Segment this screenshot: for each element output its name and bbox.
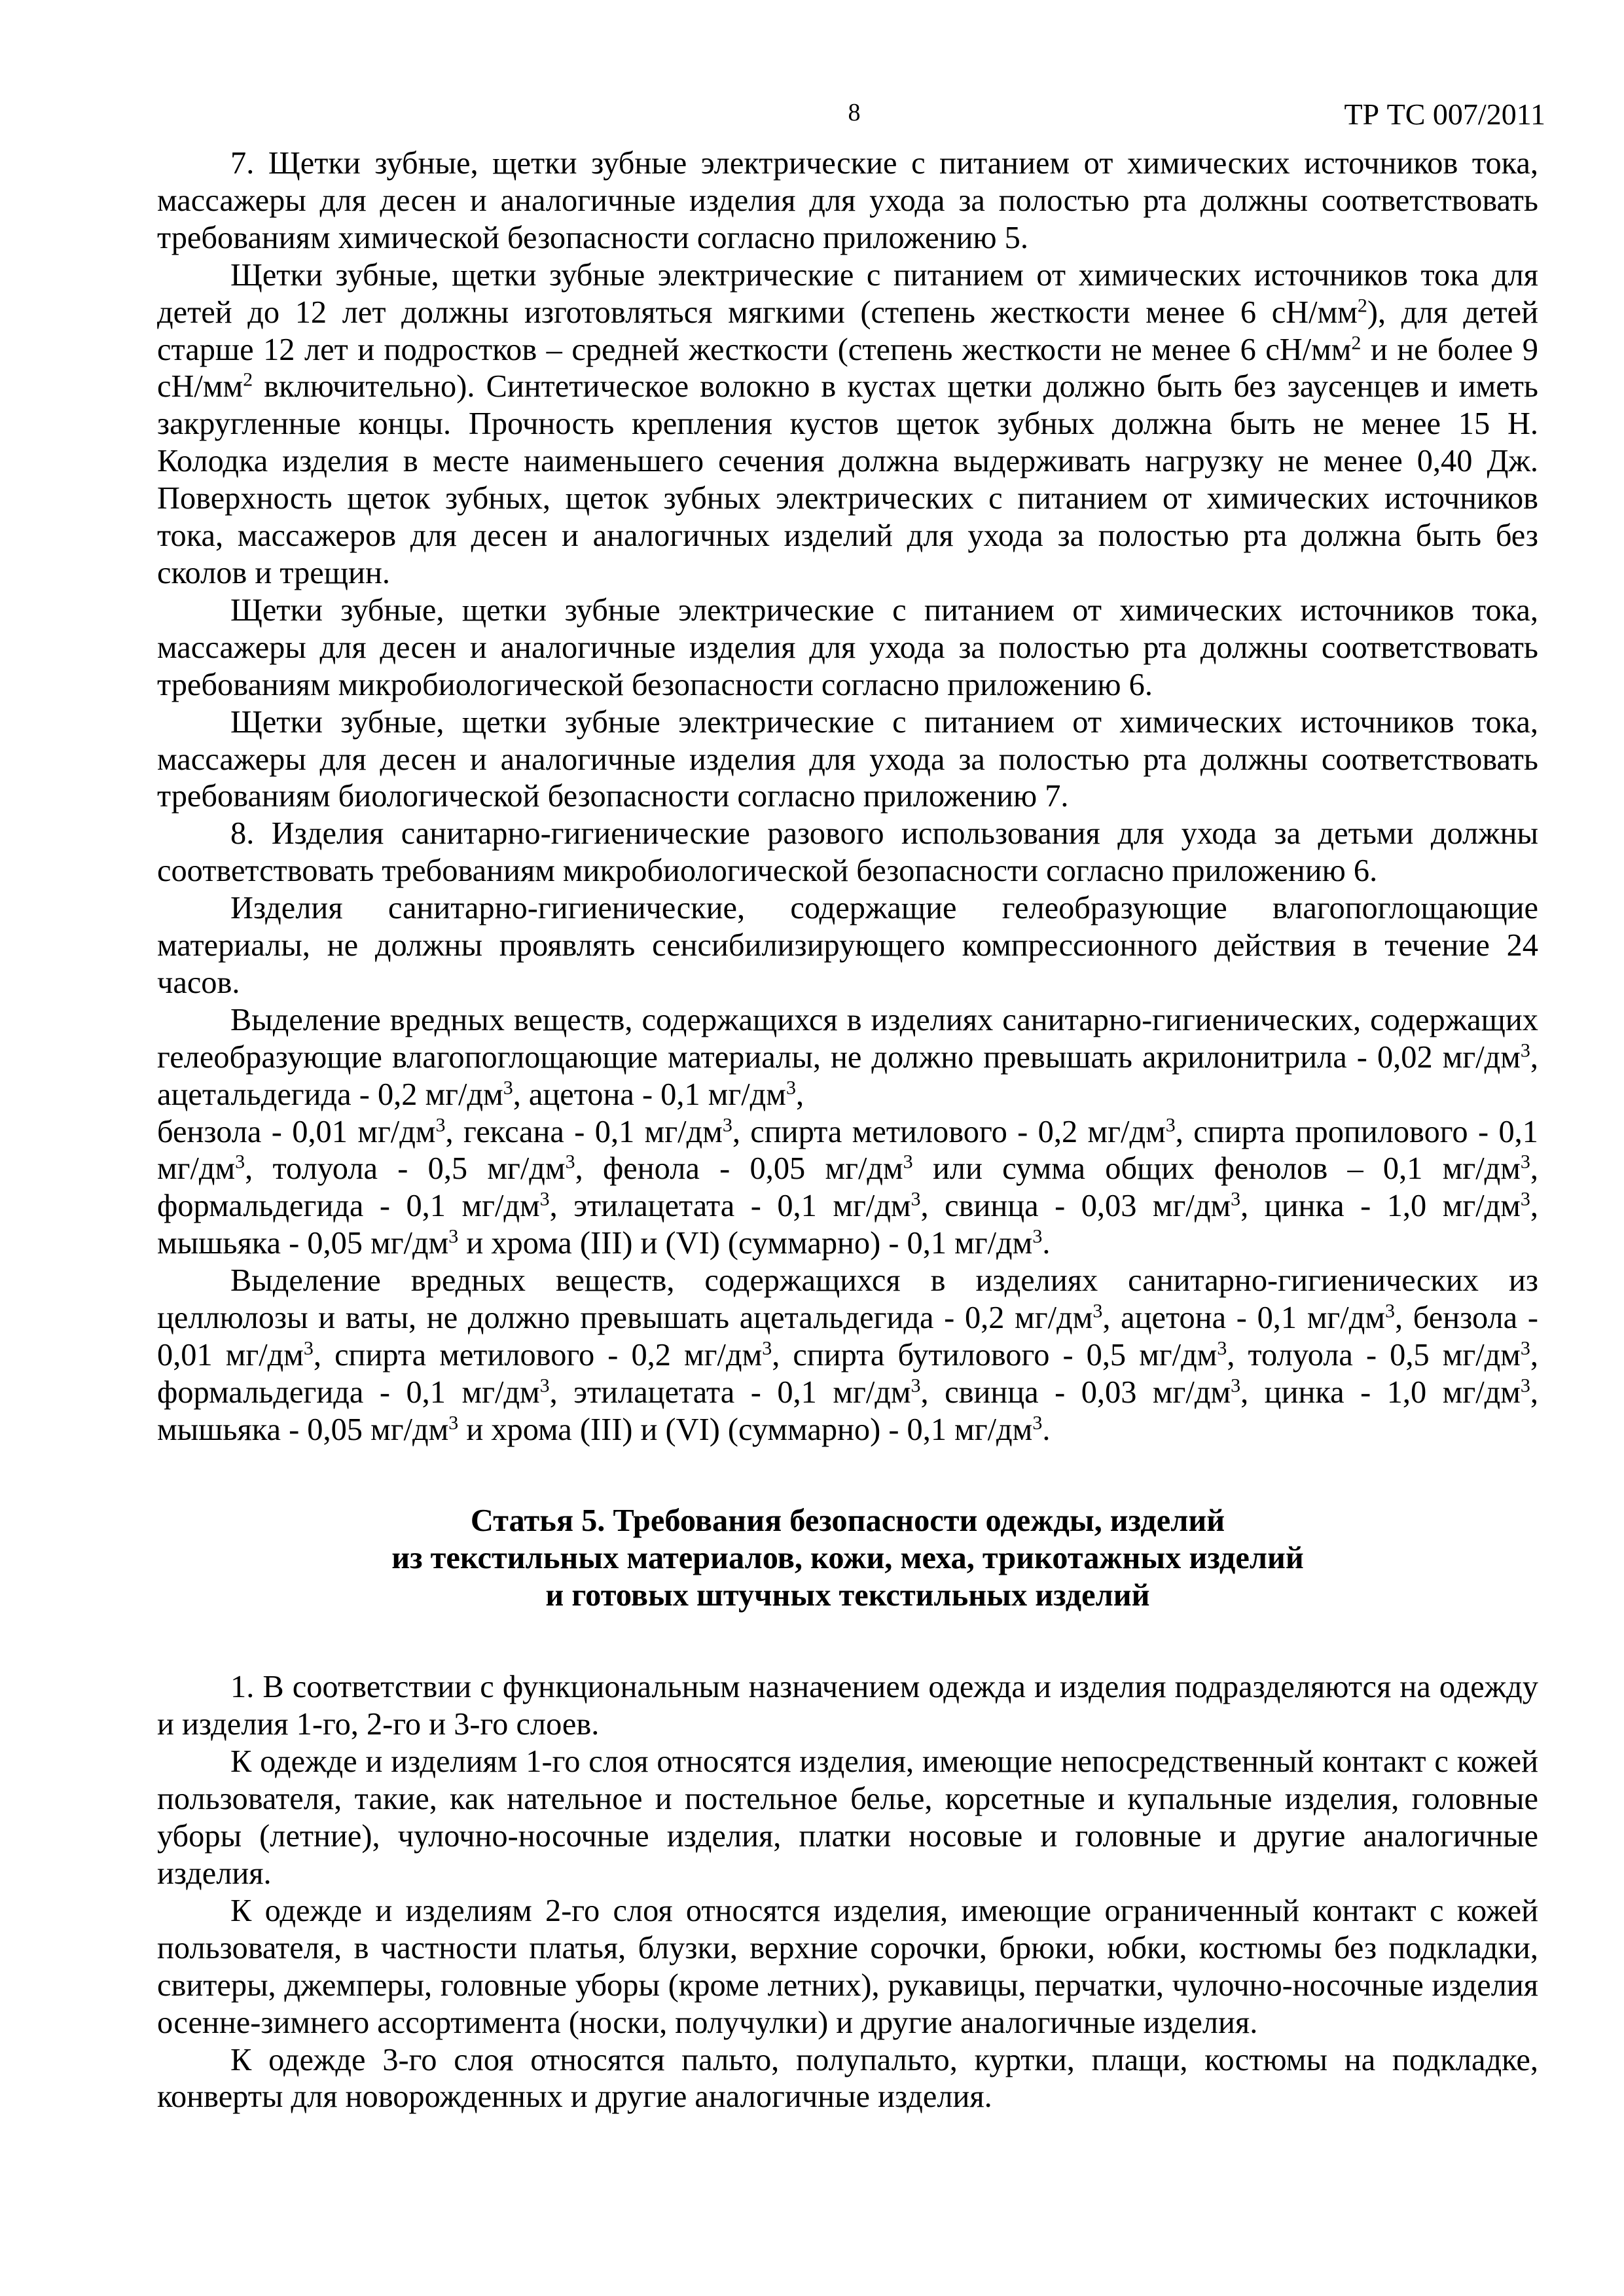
page-number: 8 [848, 99, 861, 126]
paragraph-sanitary-products: 8. Изделия санитарно-гигиенические разового использования для ухода за детьми должны соответствовать требованиям микробиологической безопасности согласно приложению 6. [157, 816, 1538, 889]
article-heading-line-2: из текстильных материалов, кожи, меха, трикотажных изделий [391, 1540, 1304, 1575]
paragraph-harmful-substances-cellulose: Выделение вредных веществ, содержащихся в изделиях санитарно-гигиенических из целлюлозы и ваты, не должно превышать ацетальдегида - 0,2 $мг/дм^3$, ацетона - 0,1 $мг/дм^3$, бензола - 0,01 $мг/дм^3$, спирта метилового - 0,2 $мг/дм^3$, спирта бутилового - 0,5 $мг/дм^3$, толуола - 0,5 $мг/дм^3$, формальдегида - 0,1 $мг/дм^3$, этилацетата - 0,1 $мг/дм^3$, свинца - 0,03 $мг/дм^3$, цинка - 1,0 $мг/дм^3$, мышьяка - 0,05 $мг/дм^3$ и хрома (III) и (VI) (суммарно) - 0,1 $мг/дм^3$. [157, 1263, 1538, 1447]
paragraph-toothbrush-chemical: 7. Щетки зубные, щетки зубные электрические с питанием от химических источников тока, массажеры для десен и аналогичные изделия для ухода за полостью рта должны соответствовать требованиям химической безопасности согласно приложению 5. [157, 146, 1538, 255]
paragraph-gel-materials: Изделия санитарно-гигиенические, содержащие гелеобразующие влагопоглощающие материалы, не должны проявлять сенсибилизирующего компрессионного действия в течение 24 часов. [157, 891, 1538, 1000]
paragraph-harmful-substances-gel: Выделение вредных веществ, содержащихся в изделиях санитарно-гигиенических, содержащих гелеобразующие влагопоглощающие материалы, не должно превышать акрилонитрила - 0,02 $мг/дм^3$, ацетальдегида - 0,2 $мг/дм^3$, ацетона - 0,1 $мг/дм^3$, [157, 1002, 1538, 1112]
paragraph-toothbrush-biological: Щетки зубные, щетки зубные электрические с питанием от химических источников тока, массажеры для десен и аналогичные изделия для ухода за полостью рта должны соответствовать требованиям биологической безопасности согласно приложению 7. [157, 704, 1538, 814]
paragraph-clothing-layers: 1. В соответствии с функциональным назначением одежда и изделия подразделяются на одежду и изделия 1-го, 2-го и 3-го слоев. [157, 1670, 1538, 1742]
paragraph-third-layer: К одежде 3-го слоя относятся пальто, полупальто, куртки, плащи, костюмы на подкладке, конверты для новорожденных и другие аналогичные изделия. [157, 2042, 1538, 2115]
article-heading [157, 1503, 1538, 1615]
paragraph-harmful-substances-gel-continued: бензола - 0,01 $мг/дм^3$, гексана - 0,1 $мг/дм^3$, спирта метилового - 0,2 $мг/дм^3$, спирта пропилового - 0,1 $мг/дм^3$, толуола - 0,5 $мг/дм^3$, фенола - 0,05 $мг/дм^3$ или сумма общих фенолов – 0,1 $мг/дм^3$, формальдегида - 0,1 $мг/дм^3$, этилацетата - 0,1 $мг/дм^3$, свинца - 0,03 $мг/дм^3$, цинка - 1,0 $мг/дм^3$, мышьяка - 0,05 $мг/дм^3$ и хрома (III) и (VI) (суммарно) - 0,1 $мг/дм^3$. [157, 1114, 1538, 1261]
paragraph-first-layer: К одежде и изделиям 1-го слоя относятся изделия, имеющие непосредственный контакт с кожей пользователя, такие, как нательное и постельное белье, корсетные и купальные изделия, головные уборы (летние), чулочно-носочные изделия, платки носовые и головные и другие аналогичные изделия. [157, 1744, 1538, 1891]
article-heading-line-3: и готовых штучных текстильных изделий [545, 1577, 1150, 1613]
paragraph-second-layer: К одежде и изделиям 2-го слоя относятся изделия, имеющие ограниченный контакт с кожей пользователя, в частности платья, блузки, верхние сорочки, брюки, юбки, костюмы без подкладки, свитеры, джемперы, головные уборы (кроме летних), рукавицы, перчатки, чулочно-носочные изделия осенне-зимнего ассортимента (носки, получулки) и другие аналогичные изделия. [157, 1893, 1538, 2040]
article-heading-line-1: Статья 5. Требования безопасности одежды, изделий [470, 1503, 1225, 1538]
document-code: ТР ТС 007/2011 [1344, 98, 1545, 131]
paragraph-toothbrush-microbiological: Щетки зубные, щетки зубные электрические с питанием от химических источников тока, массажеры для десен и аналогичные изделия для ухода за полостью рта должны соответствовать требованиям микробиологической безопасности согласно приложению 6. [157, 592, 1538, 702]
paragraph-toothbrush-stiffness: Щетки зубные, щетки зубные электрические с питанием от химических источников тока для детей до 12 лет должны изготовляться мягкими (степень жесткости менее 6 $сН/мм^2$), для детей старше 12 лет и подростков – средней жесткости (степень жесткости не менее 6 $сН/мм^2$ и не более 9 $сН/мм^2$ включительно). Синтетическое волокно в кустах щетки должно быть без заусенцев и иметь закругленные концы. Прочность крепления кустов щеток зубных должна быть не менее 15 Н. Колодка изделия в месте наименьшего сечения должна выдерживать нагрузку не менее 0,40 Дж. Поверхность щеток зубных, щеток зубных электрических с питанием от химических источников тока, массажеров для десен и аналогичных изделий для ухода за полостью рта должна быть без сколов и трещин. [157, 257, 1538, 590]
document-body [157, 145, 1538, 2116]
